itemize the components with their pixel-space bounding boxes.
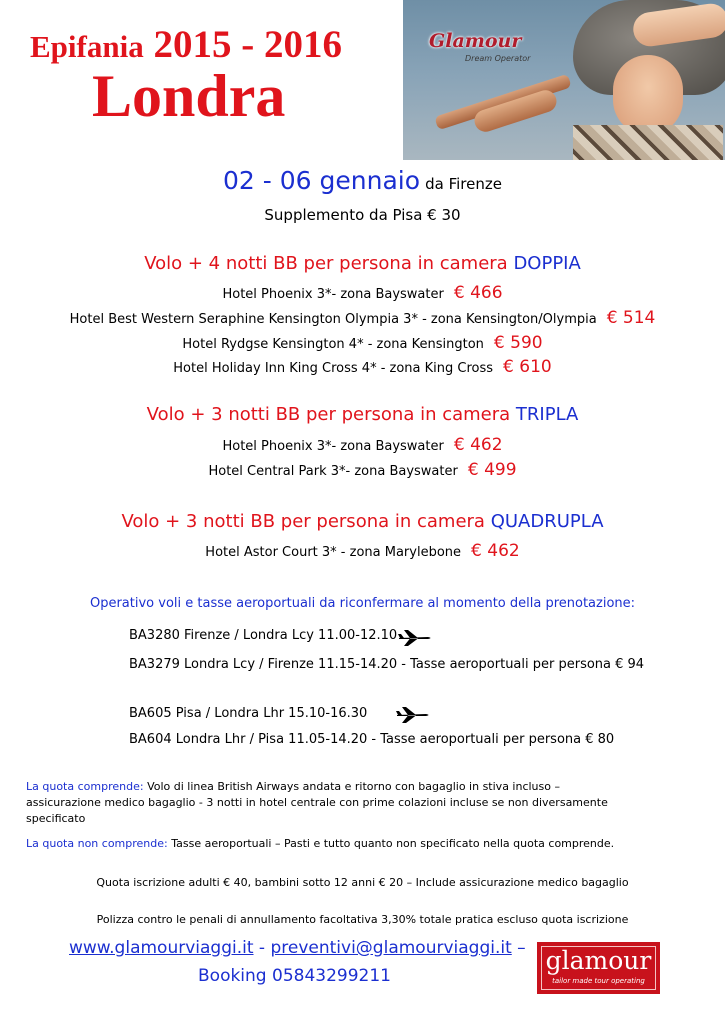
hotel-price: € 462 [453, 435, 503, 455]
hotel-row [0, 460, 725, 480]
hotel-row [0, 435, 725, 455]
footer-contacts [69, 938, 526, 958]
section-title-tripla [0, 404, 725, 425]
section-title-doppia [0, 253, 725, 274]
footer-logo [537, 942, 660, 994]
hotel-price: € 462 [471, 541, 520, 561]
title-years: 2015 - 2016 [153, 23, 342, 66]
email-link[interactable]: preventivi@glamourviaggi.it [270, 938, 512, 958]
room-type: QUADRUPLA [490, 511, 604, 532]
airplane-icon [396, 706, 432, 724]
booking-phone: Booking 05843299211 [198, 966, 391, 986]
hotel-name: Hotel Holiday Inn King Cross 4* - zona King Cross [173, 361, 494, 376]
hotel-name: Hotel Rydgse Kensington 4* - zona Kensington [182, 337, 484, 352]
flight-text: BA604 Londra Lhr / Pisa 11.05-14.20 - Tasse aeroportuali per persona € 80 [129, 732, 615, 747]
departure-city: da Firenze [425, 175, 502, 193]
airplane-icon [398, 629, 434, 647]
date-range: 02 - 06 gennaio [223, 166, 421, 195]
hero-tagline: Dream Operator [465, 54, 531, 63]
hero-logo: Glamour [429, 30, 522, 52]
room-type: TRIPLA [515, 404, 579, 425]
scarf [573, 125, 723, 160]
flight-text: BA605 Pisa / Londra Lhr 15.10-16.30 [129, 706, 368, 721]
flight-row [129, 706, 367, 721]
hotel-name: Hotel Phoenix 3*- zona Bayswater [222, 287, 444, 302]
hotel-name: Hotel Phoenix 3*- zona Bayswater [222, 439, 444, 454]
cancellation-policy: Polizza contro le penali di annullamento facoltativa 3,30% totale pratica escluso quota iscrizione [96, 913, 629, 926]
registration-fee: Quota iscrizione adulti € 40, bambini sotto 12 anni € 20 – Include assicurazione medico bagaglio [96, 876, 629, 889]
flight-row [129, 628, 397, 643]
hero-image [403, 0, 725, 160]
hotel-row [0, 283, 725, 303]
excludes-label: La quota non comprende: [26, 837, 168, 850]
section-title-text: Volo + 4 notti BB per persona in camera [144, 253, 508, 274]
flight-notice: Operativo voli e tasse aeroportuali da riconfermare al momento della prenotazione: [89, 596, 636, 611]
flight-row [129, 657, 644, 672]
hotel-row [0, 308, 725, 328]
title-prefix: Epifania [30, 29, 144, 64]
hotel-price: € 610 [503, 357, 552, 377]
hotel-name: Hotel Central Park 3*- zona Bayswater [208, 464, 458, 479]
hotel-name: Hotel Best Western Seraphine Kensington Olympia 3* - zona Kensington/Olympia [69, 312, 597, 327]
price-includes [26, 779, 626, 827]
includes-text: Volo di linea British Airways andata e ritorno con bagaglio in stiva incluso – assicurazione medico bagaglio - 3 notti in hotel centrale con prime colazioni incluse se non diversamente specificato [26, 780, 608, 825]
supplement: Supplemento da Pisa € 30 [264, 206, 461, 224]
section-title-text: Volo + 3 notti BB per persona in camera [146, 404, 511, 425]
section-title-quadrupla [0, 511, 725, 532]
flight-text: BA3280 Firenze / Londra Lcy 11.00-12.10 [129, 628, 398, 643]
page-title: Londra [92, 63, 286, 129]
hotel-price: € 514 [606, 308, 656, 328]
hotel-name: Hotel Astor Court 3* - zona Marylebone [205, 545, 462, 560]
website-link[interactable]: www.glamourviaggi.it [69, 938, 254, 958]
hotel-row [0, 333, 725, 353]
logo-tagline: tailor made tour operating [552, 977, 645, 985]
hotel-price: € 466 [453, 283, 503, 303]
title-line-1 [30, 22, 342, 67]
hotel-row [0, 357, 725, 377]
hotel-row [0, 541, 725, 561]
travel-dates [0, 166, 725, 195]
flight-row [129, 732, 614, 747]
room-type: DOPPIA [513, 253, 581, 274]
hotel-price: € 499 [467, 460, 517, 480]
section-title-text: Volo + 3 notti BB per persona in camera [121, 511, 485, 532]
logo-name: glamour [545, 946, 652, 975]
separator: – [511, 938, 526, 958]
separator: - [253, 938, 271, 958]
flight-text: BA3279 Londra Lcy / Firenze 11.15-14.20 - Tasse aeroportuali per persona € 94 [129, 657, 645, 672]
excludes-text: Tasse aeroportuali – Pasti e tutto quanto non specificato nella quota comprende. [171, 837, 615, 850]
hotel-price: € 590 [493, 333, 543, 353]
price-excludes [26, 836, 706, 852]
includes-label: La quota comprende: [26, 780, 144, 793]
child-face [613, 55, 683, 135]
